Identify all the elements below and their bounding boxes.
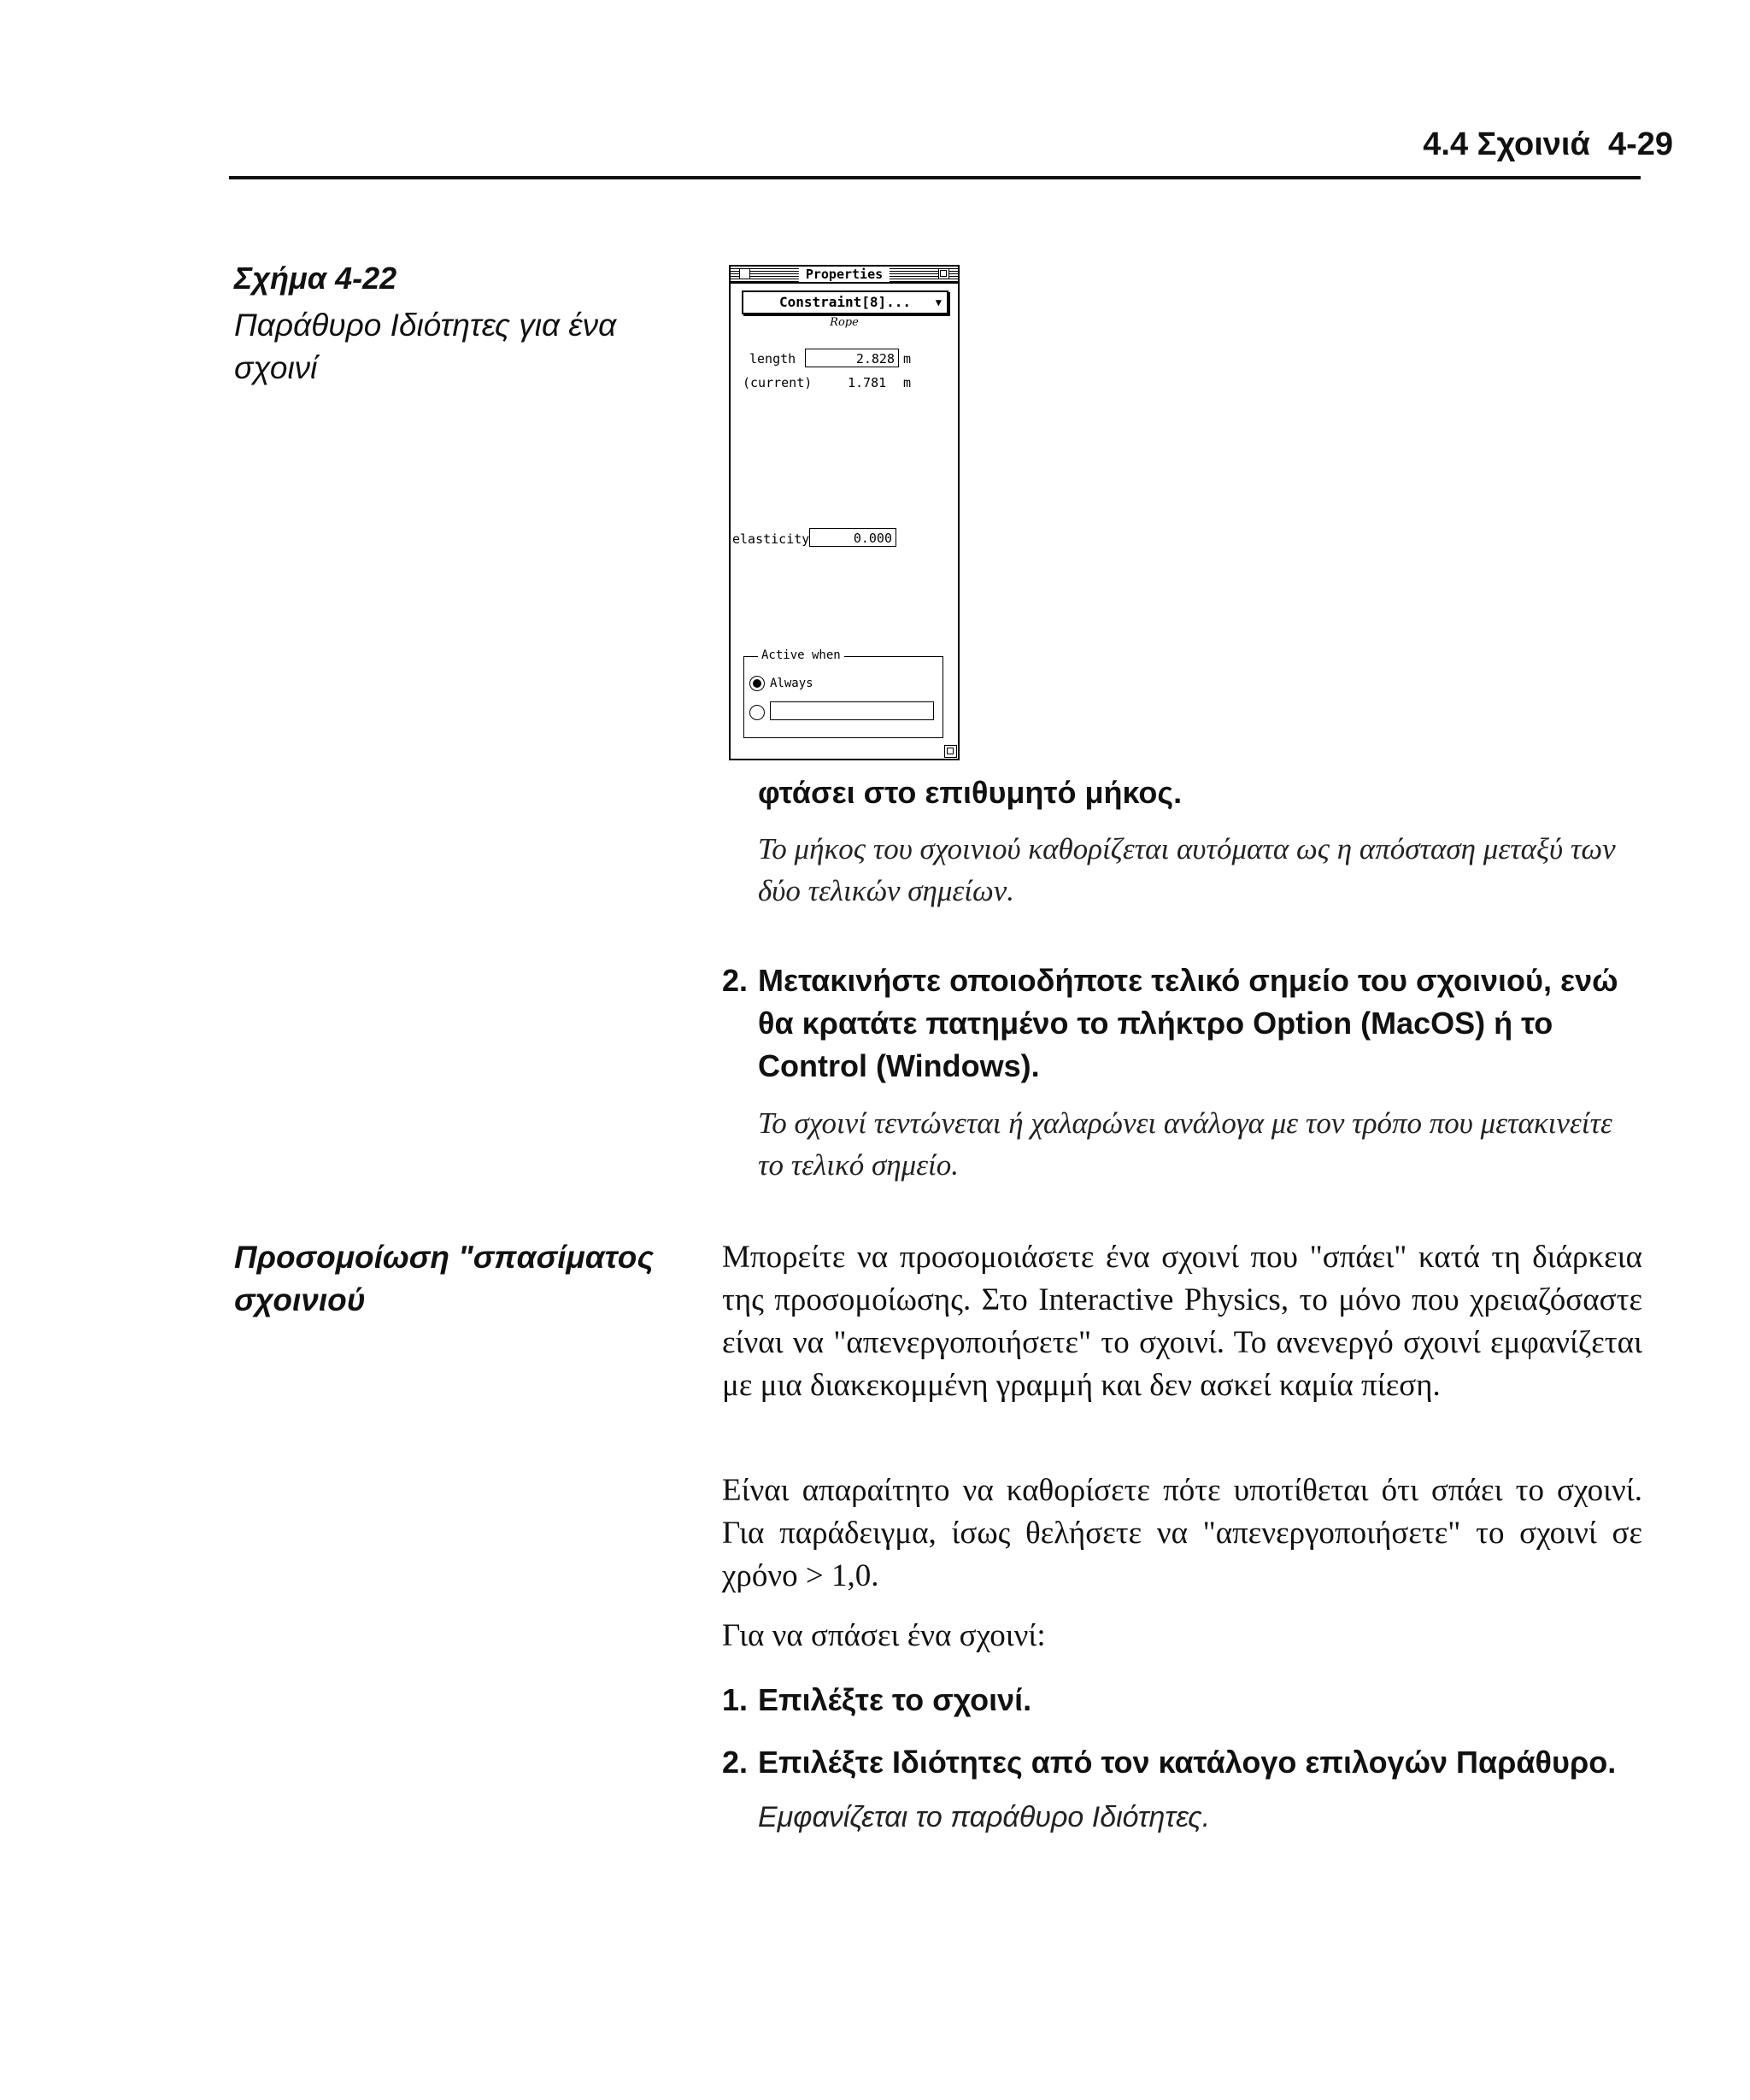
- figure-caption: Παράθυρο Ιδιότητες για ένα σχοινί: [234, 308, 617, 385]
- paragraph-2: Είναι απαραίτητο να καθορίσετε πότε υποτίθεται ότι σπάει το σχοινί. Για παράδειγμα, ίσως θελήσετε να "απενεργοποιήσετε" το σχοινί σε χρόνο > 1,0.: [722, 1473, 1642, 1593]
- current-value: 1.781: [848, 375, 887, 390]
- section-step-1-number: 1.: [722, 1682, 749, 1717]
- properties-window: [729, 265, 960, 760]
- radio-always-label: Always: [770, 677, 813, 690]
- elasticity-input[interactable]: 0.000: [809, 528, 896, 547]
- length-unit: m: [903, 351, 912, 367]
- window-title: Properties: [799, 267, 890, 282]
- length-input[interactable]: 2.828: [805, 349, 899, 367]
- current-label: (current): [743, 375, 813, 390]
- object-selector-value: Constraint[8]...: [778, 294, 912, 310]
- active-when-group: [743, 648, 943, 738]
- object-selector-dropdown[interactable]: [742, 290, 948, 314]
- running-header: [1423, 126, 1673, 163]
- window-title-bar[interactable]: [731, 267, 958, 284]
- section-step-2-note: Εμφανίζεται το παράθυρο Ιδιότητες.: [758, 1801, 1211, 1833]
- section-step-1-text: Επιλέξτε το σχοινί.: [758, 1682, 1032, 1717]
- header-rule: [229, 176, 1641, 179]
- zoom-box-icon[interactable]: [938, 268, 949, 279]
- object-subtype: Rope: [830, 316, 859, 329]
- section-step-2-text: Επιλέξτε Ιδιότητες από τον κατάλογο επιλογών Παράθυρο.: [758, 1745, 1617, 1780]
- paragraph-3: Για να σπάσει ένα σχοινί:: [722, 1618, 1046, 1653]
- radio-expression[interactable]: [749, 705, 765, 720]
- section-heading: Προσομοίωση "σπασίματος σχοινιού: [234, 1240, 655, 1317]
- section-step-2-number: 2.: [722, 1745, 749, 1780]
- length-label: length: [749, 351, 796, 367]
- header-section: 4.4 Σχοινιά: [1423, 126, 1590, 162]
- chevron-down-icon: ▼: [935, 296, 942, 308]
- close-box-icon[interactable]: [739, 268, 750, 279]
- step-2-text: Μετακινήστε οποιοδήποτε τελικό σημείο του σχοινιού, ενώ θα κρατάτε πατημένο το πλήκτρο Option (MacOS) ή το Control (Windows).: [758, 963, 1618, 1083]
- step-continuation: φτάσει στο επιθυμητό μήκος.: [758, 775, 1183, 810]
- current-unit: m: [903, 375, 912, 390]
- elasticity-label: elasticity: [732, 531, 810, 547]
- figure-number: Σχήμα 4-22: [234, 261, 397, 296]
- radio-always[interactable]: [749, 676, 765, 691]
- step-2-note: Το σχοινί τεντώνεται ή χαλαρώνει ανάλογα με τον τρόπο που μετακινείτε το τελικό σημείο.: [758, 1106, 1612, 1182]
- step-2-number: 2.: [722, 963, 749, 998]
- active-when-expression-input[interactable]: [770, 701, 934, 720]
- active-when-label: Active when: [758, 648, 844, 662]
- step-continuation-note: Το μήκος του σχοινιού καθορίζεται αυτόματα ως η απόσταση μεταξύ των δύο τελικών σημείων.: [758, 832, 1616, 907]
- resize-grip-icon[interactable]: [944, 745, 957, 758]
- header-page-number: 4-29: [1607, 126, 1673, 162]
- paragraph-1: Μπορείτε να προσομοιάσετε ένα σχοινί που "σπάει" κατά τη διάρκεια της προσομοίωσης. Στο Interactive Physics, το μόνο που χρειαζόσαστε είναι να "απενεργοποιήσετε" το σχοινί. Το ανενεργό σχοινί εμφανίζεται με μια διακεκομμένη γραμμή και δεν ασκεί καμία πίεση.: [722, 1240, 1642, 1403]
